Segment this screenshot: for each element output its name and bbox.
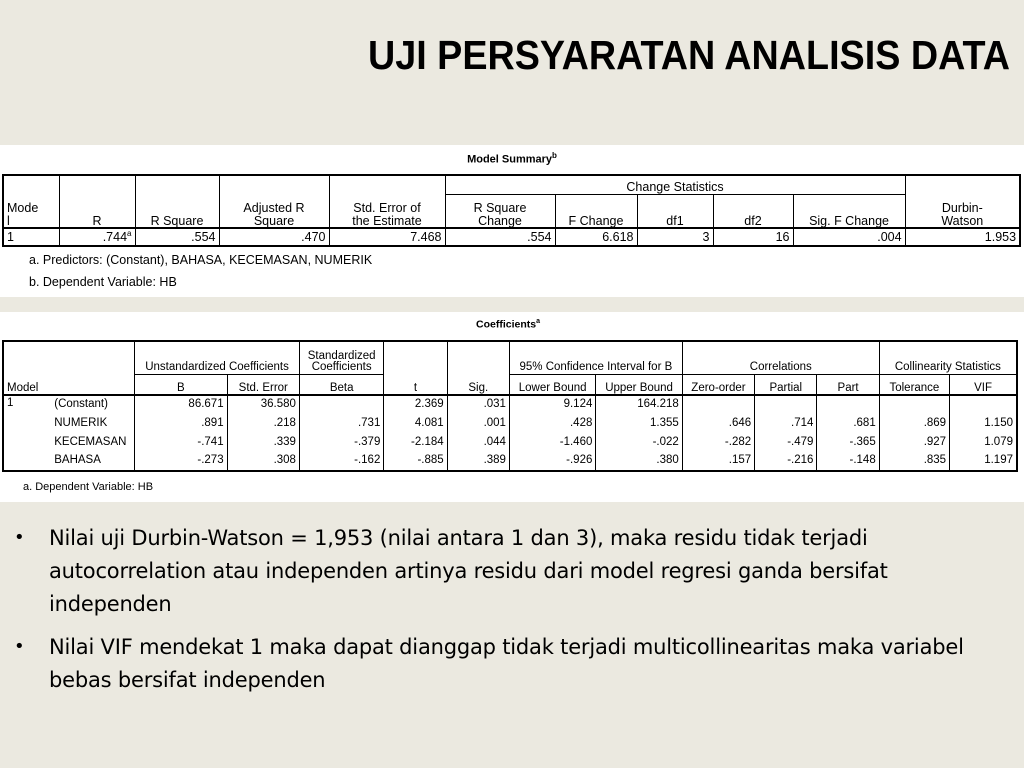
table-row [3,228,1020,246]
co-cell-model-number: 1 [3,395,51,471]
co-cell-b: -.273 [135,452,227,471]
co-cell-vif: 1.197 [950,452,1017,471]
bullet-text: Nilai uji Durbin-Watson = 1,953 (nilai antara 1 dan 3), maka residu tidak terjadi autocorrelation atau independen artinya residu dari model regresi ganda bersifat independen [49,526,888,616]
co-cell-t: 4.081 [384,414,447,433]
co-header-sig: Sig. [447,341,509,395]
co-cell-zero-order: .157 [682,452,754,471]
ms-cell-sig-f-change: .004 [793,228,905,246]
list-item [14,522,1004,621]
ms-cell-r-square: .554 [135,228,219,246]
ms-header-dw-line1: Durbin- [941,201,983,215]
co-header-beta: Beta [299,374,383,395]
co-cell-partial: -.479 [755,433,817,452]
slide-title: UJI PERSYARATAN ANALISIS DATA [367,32,1010,78]
co-cell-vif: 1.079 [950,433,1017,452]
model-summary-title-text: Model Summary [467,153,553,166]
co-cell-b: .891 [135,414,227,433]
ms-header-se-line1: Std. Error of [353,201,421,215]
co-header-std-error: Std. Error [227,374,299,395]
co-cell-se: .308 [227,452,299,471]
ms-cell-std-error: 7.468 [329,228,445,246]
ms-cell-model: 1 [3,228,59,246]
co-cell-se: .218 [227,414,299,433]
coefficients-title-text: Coefficients [476,318,537,331]
co-cell-zero-order: -.282 [682,433,754,452]
co-cell-part [817,395,879,414]
co-cell-upper: .380 [596,452,682,471]
bullet-dot-icon: • [14,527,25,548]
co-cell-tolerance: .869 [879,414,949,433]
ms-cell-f-change: 6.618 [555,228,637,246]
model-summary-table [2,174,1021,247]
co-cell-zero-order [682,395,754,414]
co-cell-lower: -.926 [509,452,595,471]
co-cell-tolerance [879,395,949,414]
model-summary-title [0,151,1024,166]
co-header-std-line2: Coefficients [311,361,372,373]
co-cell-b: 86.671 [135,395,227,414]
ms-header-r: R [59,175,135,228]
ms-cell-r [59,228,135,246]
ms-header-rsc-line2: Change [478,213,522,228]
co-cell-beta [299,395,383,414]
co-cell-name: BAHASA [51,452,134,471]
co-cell-t: -.885 [384,452,447,471]
bullet-list [14,522,1004,707]
co-cell-tolerance: .835 [879,452,949,471]
co-cell-b: -.741 [135,433,227,452]
co-header-confidence-interval: 95% Confidence Interval for B [509,341,682,374]
co-header-vif: VIF [950,374,1017,395]
co-cell-zero-order: .646 [682,414,754,433]
co-cell-name: NUMERIK [54,416,108,429]
co-cell-name: (Constant) [51,395,134,414]
co-cell-lower: .428 [509,414,595,433]
ms-cell-r-sup: a [127,229,132,239]
co-cell-partial: -.216 [755,452,817,471]
ms-header-adj-r-square [219,175,329,228]
co-header-upper-bound: Upper Bound [596,374,682,395]
co-cell-upper: 1.355 [596,414,682,433]
co-cell-partial [755,395,817,414]
co-cell-sig: .389 [447,452,509,471]
co-header-zero-order: Zero-order [682,374,754,395]
ms-header-df1: df1 [637,194,713,228]
coefficients-table [2,340,1018,472]
co-cell-se: .339 [227,433,299,452]
co-cell-beta: .731 [299,414,383,433]
ms-cell-rsq-change: .554 [445,228,555,246]
bullet-dot-icon: • [14,636,25,657]
co-header-b: B [135,374,227,395]
coefficients-title [0,318,1016,331]
ms-header-se-line2: the Estimate [352,213,422,228]
co-cell-vif [950,395,1017,414]
table-row [3,433,1017,452]
ms-header-change-statistics: Change Statistics [445,175,905,194]
ms-cell-durbin-watson: 1.953 [905,228,1020,246]
co-cell-sig: .044 [447,433,509,452]
ms-header-r-square: R Square [135,175,219,228]
model-summary-panel [0,145,1024,297]
co-cell-name: KECEMASAN [54,435,127,448]
co-cell-upper: 164.218 [596,395,682,414]
co-header-t: t [384,341,447,395]
co-cell-partial: .714 [755,414,817,433]
ms-header-sig-f-change: Sig. F Change [793,194,905,228]
ms-header-model-line1: Mode [7,201,39,215]
co-header-model: Model [3,341,135,395]
co-cell-beta: -.379 [299,433,383,452]
ms-cell-adj-r-square: .470 [219,228,329,246]
co-header-standardized [299,341,383,374]
ms-header-df2: df2 [713,194,793,228]
co-cell-t: 2.369 [384,395,447,414]
model-summary-title-sup: b [552,151,557,160]
co-cell-lower: -1.460 [509,433,595,452]
co-header-lower-bound: Lower Bound [509,374,595,395]
co-header-correlations: Correlations [682,341,879,374]
ms-header-model-line2: l [7,213,10,228]
ms-header-rsc-line1: R Square [473,201,527,215]
co-cell-part: .681 [817,414,879,433]
co-cell-lower: 9.124 [509,395,595,414]
table-row [3,414,1017,433]
ms-footnote-b: b. Dependent Variable: HB [29,275,177,289]
co-cell-vif: 1.150 [950,414,1017,433]
co-cell-part: -.365 [817,433,879,452]
co-header-part: Part [817,374,879,395]
coefficients-title-sup: a [536,318,540,325]
bullet-text: Nilai VIF mendekat 1 maka dapat dianggap tidak terjadi multicollinearitas maka variabel bebas bersifat independen [49,635,964,692]
ms-cell-df2: 16 [713,228,793,246]
co-cell-part: -.148 [817,452,879,471]
co-header-std-line1: Standardized [307,349,376,362]
co-cell-upper: -.022 [596,433,682,452]
co-cell-t: -2.184 [384,433,447,452]
table-row [3,395,1017,414]
ms-header-model [3,175,59,228]
ms-header-adj-line2: Square [253,213,295,228]
ms-header-f-change: F Change [555,194,637,228]
co-header-collinearity: Collinearity Statistics [879,341,1017,374]
co-footnote: a. Dependent Variable: HB [23,481,154,493]
ms-footnote-a: a. Predictors: (Constant), BAHASA, KECEMASAN, NUMERIK [29,253,373,267]
table-row [3,452,1017,471]
co-header-unstandardized: Unstandardized Coefficients [135,341,300,374]
co-cell-sig: .031 [447,395,509,414]
co-header-partial: Partial [755,374,817,395]
ms-header-durbin-watson [905,175,1020,228]
coefficients-panel [0,312,1024,502]
co-cell-sig: .001 [447,414,509,433]
ms-header-std-error [329,175,445,228]
co-cell-beta: -.162 [299,452,383,471]
co-header-tolerance: Tolerance [879,374,949,395]
ms-cell-df1: 3 [637,228,713,246]
ms-header-adj-line1: Adjusted R [243,201,305,215]
ms-header-rsq-change [445,194,555,228]
ms-header-dw-line2: Watson [941,213,984,228]
ms-cell-r-value: .744 [102,230,128,245]
co-cell-se: 36.580 [227,395,299,414]
co-cell-tolerance: .927 [879,433,949,452]
list-item [14,631,1004,697]
